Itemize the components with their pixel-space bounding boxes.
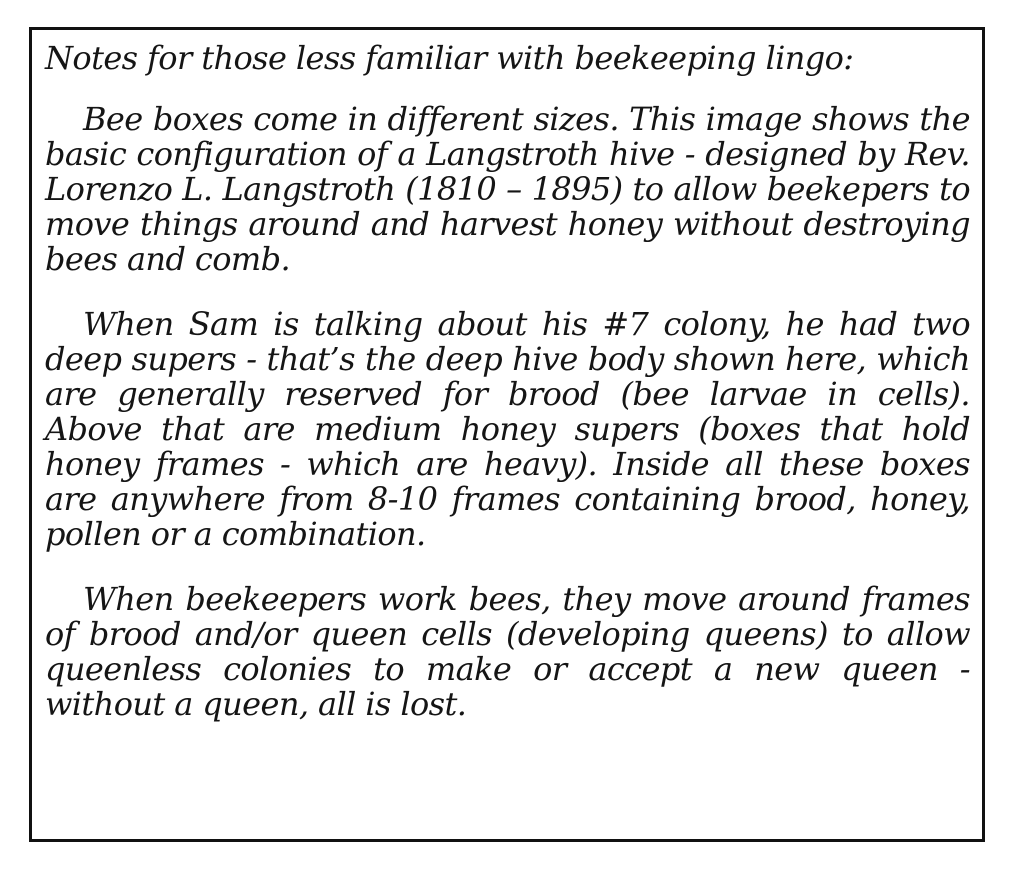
paragraph-working-bees: When beekeepers work bees, they move around frames of brood and/or queen cells (developing queens) to allow queenless colonies to make or accept a new queen - without a queen, all is lost. bbox=[45, 580, 970, 723]
notes-heading: Notes for those less familiar with beekeeping lingo: bbox=[45, 39, 854, 77]
paragraph-colony-supers: When Sam is talking about his #7 colony, he had two deep supers - that’s the deep hive body shown here, which are generally reserved for brood (bee larvae in cells). Above that are medium honey supers (boxes that hold honey frames - which are heavy). Inside all these boxes are anywhere from 8-10 frames containing brood, honey, pollen or a combination. bbox=[45, 305, 970, 553]
notes-content bbox=[45, 40, 970, 722]
paragraph-bee-boxes: Bee boxes come in different sizes. This image shows the basic configuration of a Langstroth hive - designed by Rev. Lorenzo L. Langstroth (1810 – 1895) to allow beekepers to move things around and harvest honey without destroying bees and comb. bbox=[45, 100, 970, 278]
notes-box bbox=[29, 27, 985, 842]
